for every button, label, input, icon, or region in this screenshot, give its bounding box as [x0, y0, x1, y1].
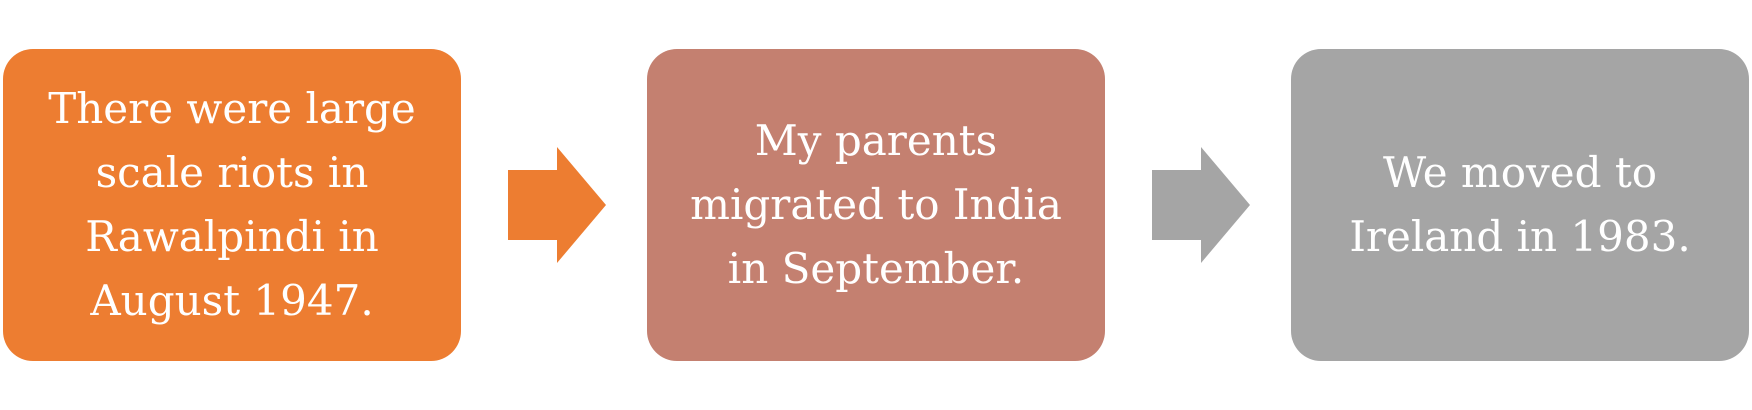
process-step-1: [3, 49, 461, 361]
process-step-1-text: There were large scale riots in Rawalpindi in August 1947.: [48, 84, 416, 325]
process-step-3-text: We moved to Ireland in 1983.: [1349, 148, 1691, 261]
arrow-2-shape: [1152, 147, 1250, 263]
right-arrow-icon: [508, 147, 606, 263]
arrow-1-shape: [508, 147, 606, 263]
process-step-2-text: My parents migrated to India in September.: [690, 116, 1062, 293]
process-step-3: [1291, 49, 1749, 361]
right-arrow-icon: [1152, 147, 1250, 263]
process-step-2: [647, 49, 1105, 361]
